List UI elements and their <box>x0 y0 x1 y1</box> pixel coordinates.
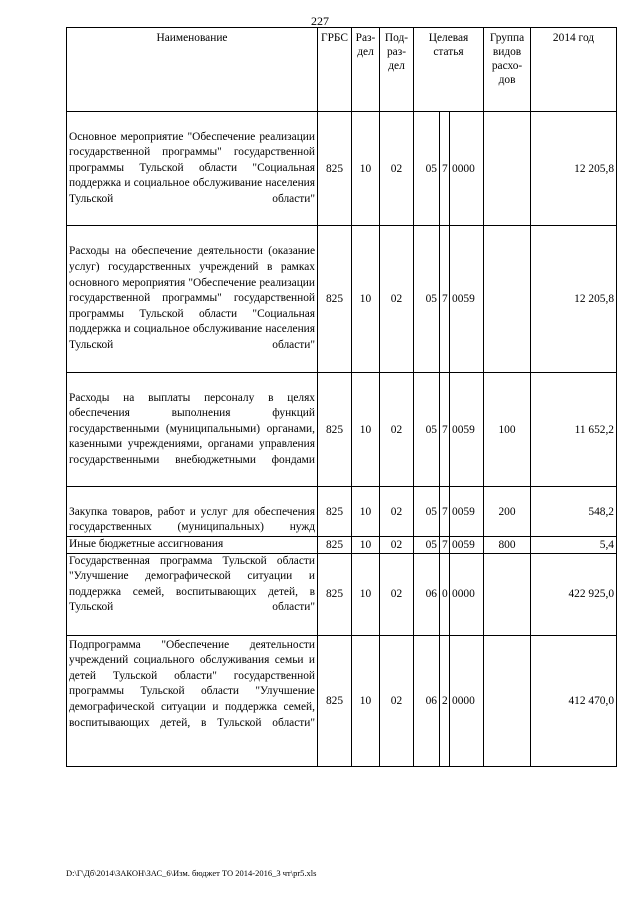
header-grbs: ГРБС <box>318 28 352 112</box>
row-subsection: 02 <box>380 487 414 537</box>
row-section: 10 <box>352 226 380 373</box>
header-year: 2014 год <box>531 28 617 112</box>
row-amount: 5,4 <box>531 537 617 554</box>
row-target-1: 05 <box>414 537 440 554</box>
row-target-2: 2 <box>440 635 450 766</box>
row-target-2: 7 <box>440 226 450 373</box>
row-amount: 422 925,0 <box>531 553 617 635</box>
row-target-3: 0000 <box>450 112 484 226</box>
row-target-3: 0059 <box>450 373 484 487</box>
row-subsection: 02 <box>380 226 414 373</box>
table-row <box>67 537 617 554</box>
budget-table <box>66 27 617 767</box>
row-section: 10 <box>352 537 380 554</box>
row-grbs: 825 <box>318 635 352 766</box>
header-row <box>67 28 617 112</box>
row-subsection: 02 <box>380 373 414 487</box>
row-target-1: 05 <box>414 373 440 487</box>
row-section: 10 <box>352 487 380 537</box>
table-row <box>67 226 617 373</box>
row-grbs: 825 <box>318 112 352 226</box>
row-target-1: 06 <box>414 553 440 635</box>
row-amount: 548,2 <box>531 487 617 537</box>
row-name: Подпрограмма "Обеспечение деятельности учреждений социального обслуживания семьи и детей Тульской области" государственной программы Тульской области "Улучшение демографической ситуации и поддержка семей, воспитывающих детей, в Тульской области" <box>67 635 318 766</box>
row-name: Расходы на обеспечение деятельности (оказание услуг) государственных учреждений в рамках основного мероприятия "Обеспечение реализации государственной программы" государственной программы Тульской области "Социальная поддержка и социальное обслуживание населения Тульской области" <box>67 226 318 373</box>
row-subsection: 02 <box>380 537 414 554</box>
table-row <box>67 112 617 226</box>
row-target-2: 7 <box>440 112 450 226</box>
row-amount: 12 205,8 <box>531 226 617 373</box>
row-target-1: 05 <box>414 112 440 226</box>
row-target-2: 7 <box>440 487 450 537</box>
row-subsection: 02 <box>380 553 414 635</box>
row-section: 10 <box>352 635 380 766</box>
table-row <box>67 373 617 487</box>
row-section: 10 <box>352 373 380 487</box>
row-grbs: 825 <box>318 553 352 635</box>
row-name: Закупка товаров, работ и услуг для обеспечения государственных (муниципальных) нужд <box>67 487 318 537</box>
row-amount: 12 205,8 <box>531 112 617 226</box>
row-section: 10 <box>352 553 380 635</box>
row-target-3: 0059 <box>450 537 484 554</box>
row-name: Иные бюджетные ассигнования <box>67 537 318 554</box>
row-group: 800 <box>484 537 531 554</box>
table-row <box>67 635 617 766</box>
row-target-3: 0000 <box>450 553 484 635</box>
row-group: 200 <box>484 487 531 537</box>
row-target-1: 06 <box>414 635 440 766</box>
row-group <box>484 112 531 226</box>
header-name: Наименование <box>67 28 318 112</box>
row-target-3: 0059 <box>450 226 484 373</box>
row-target-1: 05 <box>414 487 440 537</box>
header-target: Целевая статья <box>414 28 484 112</box>
row-group <box>484 226 531 373</box>
table-row <box>67 553 617 635</box>
footer-file-path: D:\Г\Дб\2014\ЗАКОН\ЗАС_6\Изм. бюджет ТО 2014-2016_3 чт\pr5.xls <box>66 868 317 878</box>
header-group: Группа видов расхо- дов <box>484 28 531 112</box>
row-target-2: 7 <box>440 373 450 487</box>
row-grbs: 825 <box>318 537 352 554</box>
header-subsection: Под- раз- дел <box>380 28 414 112</box>
row-subsection: 02 <box>380 112 414 226</box>
row-subsection: 02 <box>380 635 414 766</box>
row-target-2: 0 <box>440 553 450 635</box>
row-grbs: 825 <box>318 373 352 487</box>
row-amount: 412 470,0 <box>531 635 617 766</box>
row-target-2: 7 <box>440 537 450 554</box>
row-target-3: 0000 <box>450 635 484 766</box>
row-group: 100 <box>484 373 531 487</box>
row-amount: 11 652,2 <box>531 373 617 487</box>
row-group <box>484 635 531 766</box>
row-grbs: 825 <box>318 226 352 373</box>
row-grbs: 825 <box>318 487 352 537</box>
header-section: Раз- дел <box>352 28 380 112</box>
row-name: Расходы на выплаты персоналу в целях обеспечения выполнения функций государственными (муниципальными) органами, казенными учреждениями, органами управления государственными внебюджетными фондами <box>67 373 318 487</box>
row-group <box>484 553 531 635</box>
page-number: 227 <box>311 14 329 28</box>
table-row <box>67 487 617 537</box>
row-name: Основное мероприятие "Обеспечение реализации государственной программы" государственной программы Тульской области "Социальная поддержка и социальное обслуживание населения Тульской области" <box>67 112 318 226</box>
row-name: Государственная программа Тульской области "Улучшение демографической ситуации и поддержка семей, воспитывающих детей, в Тульской области" <box>67 553 318 635</box>
row-section: 10 <box>352 112 380 226</box>
row-target-3: 0059 <box>450 487 484 537</box>
row-target-1: 05 <box>414 226 440 373</box>
